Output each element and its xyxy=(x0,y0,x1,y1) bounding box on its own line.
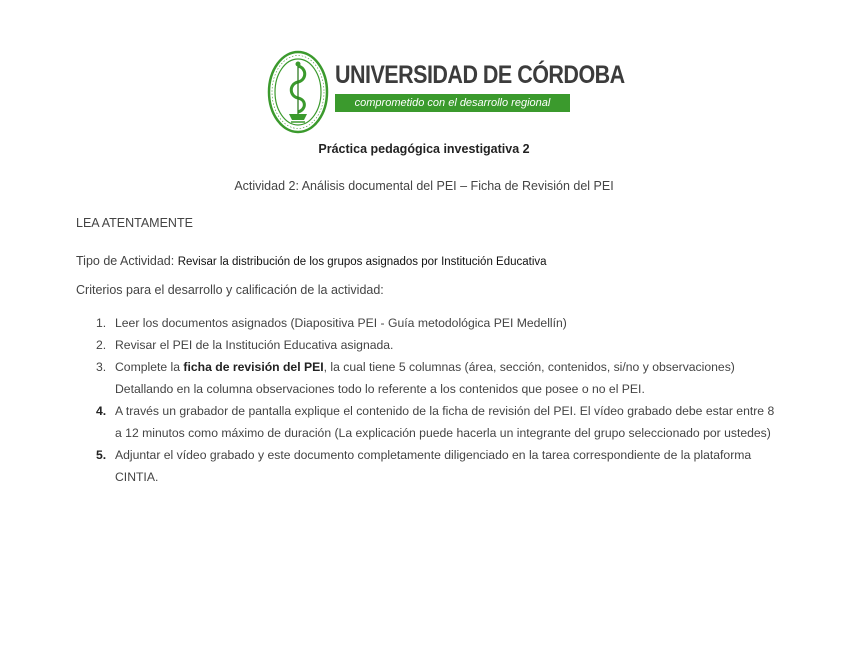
list-item-text: Leer los documentos asignados (Diapositiva PEI - Guía metodológica PEI Medellín) xyxy=(115,316,567,330)
list-item-number: 2. xyxy=(96,338,107,352)
list-item-number: 3. xyxy=(96,360,107,374)
activity-type-value: Revisar la distribución de los grupos asignados por Institución Educativa xyxy=(177,256,547,268)
list-item xyxy=(76,444,776,488)
list-item-number: 4. xyxy=(96,404,107,418)
university-seal-icon xyxy=(267,50,329,134)
notice-heading: LEA ATENTAMENTE xyxy=(76,216,193,230)
list-item-text: Revisar el PEI de la Institución Educativa asignada. xyxy=(115,338,394,352)
activity-type-label: Tipo de Actividad: xyxy=(76,254,175,268)
criteria-list xyxy=(76,312,776,488)
list-item-text: Adjuntar el vídeo grabado y este documento completamente diligenciado en la tarea correspondiente de la plataforma CINTIA. xyxy=(115,448,752,484)
list-item-number: 5. xyxy=(96,448,107,462)
criteria-intro: Criterios para el desarrollo y calificación de la actividad: xyxy=(76,283,384,297)
activity-title: Actividad 2: Análisis documental del PEI – Ficha de Revisión del PEI xyxy=(234,179,614,193)
university-name: UNIVERSIDAD DE CÓRDOBA xyxy=(335,61,625,89)
list-item-number: 1. xyxy=(96,316,107,330)
list-item xyxy=(76,312,776,334)
university-logo xyxy=(267,50,625,134)
university-tagline-bar xyxy=(335,94,570,112)
course-title: Práctica pedagógica investigativa 2 xyxy=(318,142,530,156)
list-item xyxy=(76,334,776,356)
university-tagline: comprometido con el desarrollo regional xyxy=(354,97,551,109)
list-item-text-bold: ficha de revisión del PEI xyxy=(183,360,324,374)
list-item-text: A través un grabador de pantalla explique el contenido de la ficha de revisión del PEI. El vídeo grabado debe estar entre 8 a 12 minutos como máximo de duración (La explicación puede hacerla un integrante del grupo seleccionado por ustedes) xyxy=(115,404,775,440)
list-item-text-before: Complete la xyxy=(115,360,184,374)
activity-type xyxy=(76,254,547,268)
list-item-text-after: , la cual tiene 5 columnas (área, sección, contenidos, si/no y observaciones) Detallando en la columna observaciones todo lo referente a los contenidos que posee o no el PEI. xyxy=(115,360,735,396)
list-item xyxy=(76,400,776,444)
list-item xyxy=(76,356,776,400)
